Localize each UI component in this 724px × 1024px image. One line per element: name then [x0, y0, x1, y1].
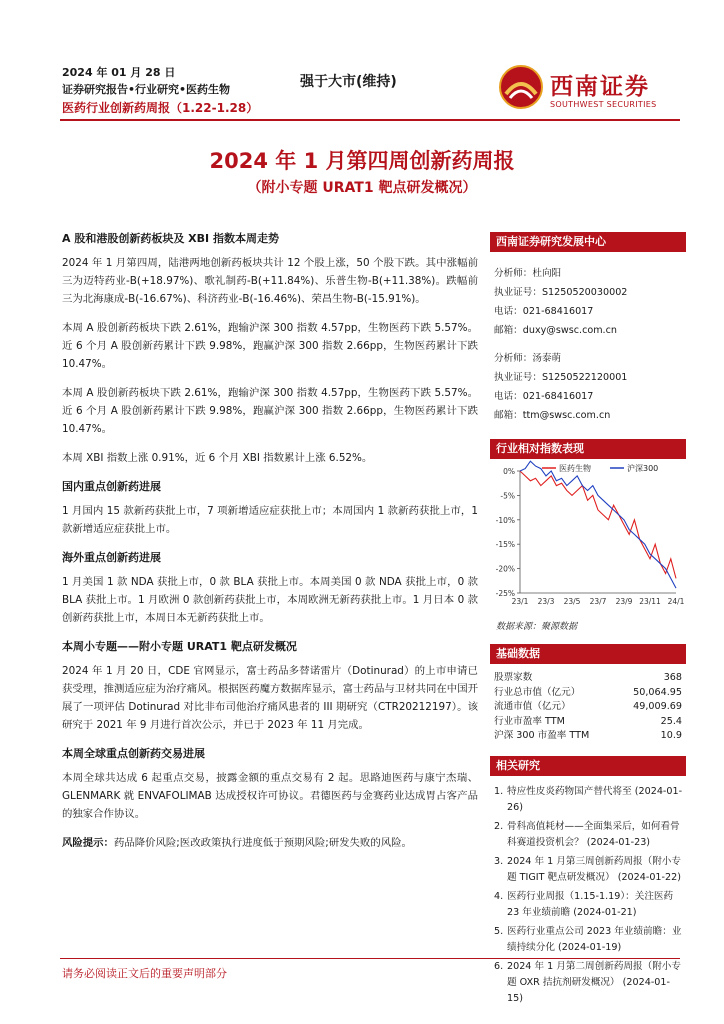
key-data-table [490, 671, 686, 744]
x-tick-label: 23/9 [615, 597, 633, 606]
key-data-value: 368 [663, 672, 682, 683]
x-tick-label: 23/5 [563, 597, 581, 606]
list-item-text: 医药行业重点公司 2023 年业绩前瞻：业绩持续分化 (2024-01-19) [507, 925, 682, 953]
key-data-value: 10.9 [660, 730, 682, 742]
analyst-email[interactable]: 邮箱：duxy@swsc.com.cn [494, 325, 617, 336]
y-tick-label: -10% [495, 515, 515, 525]
legend-label: 医药生物 [559, 464, 591, 473]
section-heading-market: A 股和港股创新药板块及 XBI 指数本周走势 [62, 232, 279, 245]
report-date: 2024 年 01 月 28 日 [62, 66, 176, 79]
x-tick-label: 23/7 [589, 597, 607, 606]
paragraph: 2024 年 1 月 20 日，CDE 官网显示，富士药品多替诺雷片（Dotinurad）的上市申请已获受理，推测适应症为治疗痛风。根据医药魔方数据库显示，富士药品与卫材共同在中国开展了一项评估 Dotinurad 对比非布司他治疗痛风患者的 III 期研究（CTR20212197）。该研究于 2021 年 9 月进行首次公示，并已于 2023 年 11 月完成。 [62, 665, 478, 731]
chart-source: 数据来源：聚源数据 [496, 622, 578, 632]
analyst-name: 分析师：杜向阳 [494, 268, 562, 279]
x-tick-label: 23/11 [639, 597, 661, 606]
key-data-label: 行业市盈率 TTM [494, 715, 565, 727]
paragraph: 本周全球共达成 6 起重点交易，披露金额的重点交易有 2 起。思路迪医药与康宁杰瑞、GLENMARK 就 ENVAFOLIMAB 达成授权许可协议。君德医药与金赛药业达成胃占客产品的独家合作协议。 [62, 772, 478, 820]
risk-text: 药品降价风险;医改政策执行进度低于预期风险;研发失败的风险。 [113, 837, 412, 849]
report-title: 2024 年 1 月第四周创新药周报 [209, 149, 515, 173]
y-tick-label: -20% [495, 564, 515, 574]
legend-label: 沪深300 [627, 464, 659, 473]
key-data-label: 沪深 300 市盈率 TTM [494, 730, 590, 742]
main-content [62, 230, 478, 852]
y-tick-label: -25% [495, 589, 515, 598]
key-data-heading: 基础数据 [490, 644, 686, 664]
list-item-number: 5. [494, 925, 504, 937]
section-heading-domestic: 国内重点创新药进展 [62, 480, 161, 493]
y-tick-label: 0% [503, 467, 515, 476]
related-research-list [490, 776, 686, 1007]
chart-canvas [490, 459, 686, 617]
logo-emblem-icon [498, 64, 544, 110]
report-subtitle: （附小专题 URAT1 靶点研发概况） [247, 180, 477, 196]
list-item-text: 医药行业周报（1.15-1.19）：关注医药 23 年业绩前瞻 (2024-01-21) [507, 890, 674, 918]
x-tick-label: 23/1 [511, 597, 529, 606]
paragraph: 本周 A 股创新药板块下跌 2.61%，跑输沪深 300 指数 4.57pp，生物医药下跌 5.57%。近 6 个月 A 股创新药累计下跌 9.98%，跑赢沪深 300 指数 2.66pp，生物医药累计下跌 10.47%。 [62, 387, 478, 435]
list-item-number: 1. [494, 785, 504, 797]
key-data-value: 49,009.69 [633, 701, 682, 713]
list-item-text: 2024 年 1 月第二周创新药周报（附小专题 OXR 拮抗剂研发概况） (2024-01-15) [507, 960, 681, 1004]
report-series: 医药行业创新药周报（1.22-1.28） [62, 101, 259, 115]
list-item-number: 6. [494, 960, 504, 972]
paragraph: 1 月美国 1 款 NDA 获批上市，0 款 BLA 获批上市。本周美国 0 款 NDA 获批上市，0 款 BLA 获批上市。1 月欧洲 0 款创新药获批上市，本周欧洲无新药获批上市。1 月日本 0 款创新药获批上市，本周日本无新药获批上市。 [62, 576, 478, 624]
key-data-value: 50,064.95 [633, 686, 682, 698]
analyst-info [490, 252, 686, 425]
series-line-hs300 [520, 461, 676, 588]
logo-name-cn: 西南证券 [550, 74, 650, 100]
analyst-phone: 电话：021-68416017 [494, 306, 594, 317]
list-item[interactable] [494, 924, 684, 956]
analyst-cert: 执业证号：S1250522120001 [494, 372, 628, 383]
list-item-number: 3. [494, 855, 504, 867]
header-divider [60, 119, 680, 121]
key-data-label: 行业总市值（亿元） [494, 686, 581, 698]
section-heading-overseas: 海外重点创新药进展 [62, 551, 161, 564]
table-row [490, 686, 686, 701]
risk-label: 风险提示： [62, 837, 114, 849]
chart-heading: 行业相对指数表现 [490, 439, 686, 459]
list-item-number: 2. [494, 820, 504, 832]
x-tick-label: 23/3 [537, 597, 555, 606]
list-item[interactable] [494, 819, 684, 851]
table-row [490, 715, 686, 730]
y-tick-label: -5% [500, 491, 515, 501]
list-item-number: 4. [494, 890, 504, 902]
key-data-label: 流通市值（亿元） [494, 701, 571, 713]
sidebar [490, 232, 686, 1010]
key-data-label: 股票家数 [494, 672, 533, 683]
paragraph: 1 月国内 15 款新药获批上市，7 项新增适应症获批上市；本周国内 1 款新药获批上市，1 款新增适应症获批上市。 [62, 505, 478, 535]
series-line-biomed [520, 471, 676, 578]
table-row [490, 671, 686, 686]
x-tick-label: 24/1 [667, 597, 685, 606]
research-center-heading: 西南证券研究发展中心 [490, 232, 686, 252]
report-type: 证券研究报告•行业研究•医药生物 [62, 83, 231, 96]
paragraph: 2024 年 1 月第四周，陆港两地创新药板块共计 12 个股上涨，50 个股下跌。其中涨幅前三为迈特药业-B(+18.97%)、歌礼制药-B(+11.84%)、乐普生物-B(+11.38%)。跌幅前三为北海康成-B(-16.67%)、科济药业-B(-16.46%)、荣昌生物-B(-15.91%)。 [62, 257, 478, 305]
table-row [490, 729, 686, 744]
analyst-email[interactable]: 邮箱：ttm@swsc.com.cn [494, 410, 611, 421]
analyst-cert: 执业证号：S1250520030002 [494, 287, 628, 298]
list-item[interactable] [494, 889, 684, 921]
section-heading-deals: 本周全球重点创新药交易进展 [62, 747, 205, 760]
list-item-text: 骨科高值耗材——全面集采后，如何看骨科赛道投资机会？ (2024-01-23) [507, 820, 680, 848]
list-item-text: 2024 年 1 月第三周创新药周报（附小专题 TIGIT 靶点研发概况） (2024-01-22) [507, 855, 681, 883]
relative-index-chart [490, 459, 686, 617]
paragraph: 本周 A 股创新药板块下跌 2.61%，跑输沪深 300 指数 4.57pp，生物医药下跌 5.57%。近 6 个月 A 股创新药累计下跌 9.98%，跑赢沪深 300 指数 2.66pp，生物医药累计下跌 10.47%。 [62, 322, 478, 370]
analyst-phone: 电话：021-68416017 [494, 391, 594, 402]
footer-disclaimer[interactable]: 请务必阅读正文后的重要声明部分 [62, 967, 227, 980]
key-data-value: 25.4 [660, 715, 682, 727]
industry-rating: 强于大市(维持) [300, 74, 397, 90]
logo-name-en: SOUTHWEST SECURITIES [550, 100, 657, 109]
list-item-text: 特应性皮炎药物国产替代将至 (2024-01-26) [507, 785, 683, 813]
analyst-name: 分析师：汤泰萌 [494, 353, 562, 364]
paragraph: 本周 XBI 指数上涨 0.91%，近 6 个月 XBI 指数累计上涨 6.52%。 [62, 452, 373, 464]
risk-warning [62, 834, 478, 852]
list-item[interactable] [494, 959, 684, 1007]
list-item[interactable] [494, 854, 684, 886]
y-tick-label: -15% [495, 540, 515, 550]
list-item[interactable] [494, 784, 684, 816]
section-heading-topic: 本周小专题——附小专题 URAT1 靶点研发概况 [62, 640, 297, 653]
table-row [490, 700, 686, 715]
footer-divider [60, 958, 680, 959]
related-research-heading: 相关研究 [490, 756, 686, 776]
company-logo [498, 62, 688, 120]
